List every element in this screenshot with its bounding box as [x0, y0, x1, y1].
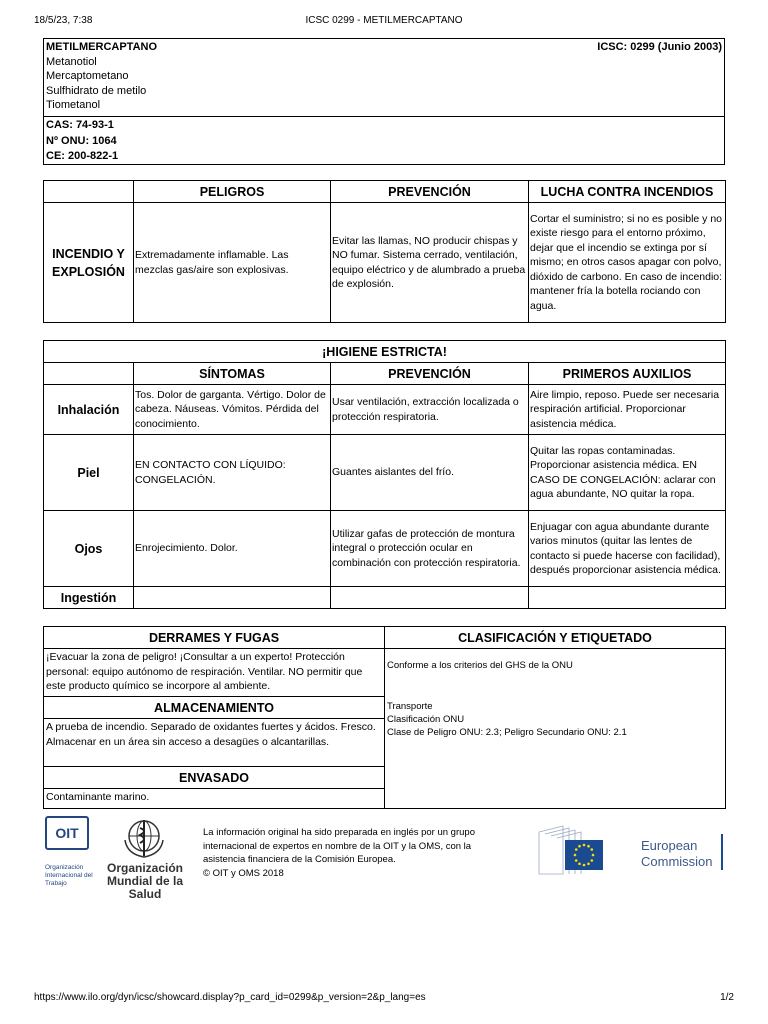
identity-block	[43, 38, 725, 165]
col-symptoms: SÍNTOMAS	[134, 363, 331, 385]
synonym: Metanotiol	[46, 55, 97, 68]
ec-wordmark	[641, 838, 713, 870]
col-spills: DERRAMES Y FUGAS	[44, 627, 385, 649]
first-aid-cell: Aire limpio, reposo. Puede ser necesaria respiración artificial. Proporcionar asistencia médica.	[529, 385, 726, 435]
table-row	[44, 435, 726, 511]
names-section	[44, 39, 724, 116]
page-number: 1/2	[720, 992, 734, 1003]
first-aid-cell	[529, 587, 726, 609]
health-banner-row	[44, 341, 726, 363]
empty-corner	[44, 363, 134, 385]
synonym: Sulfhidrato de metilo	[46, 84, 147, 97]
row-label-eyes: Ojos	[44, 511, 134, 587]
hygiene-banner: ¡HIGIENE ESTRICTA!	[44, 341, 726, 363]
col-prevention: PREVENCIÓN	[331, 181, 529, 203]
transport-label: Transporte	[387, 701, 433, 712]
row-label-skin: Piel	[44, 435, 134, 511]
table-row	[44, 649, 726, 697]
print-date: 18/5/23, 7:38	[34, 15, 93, 26]
packaging-heading: ENVASADO	[44, 767, 385, 789]
ec-line: Commission	[641, 854, 713, 869]
symptoms-cell: EN CONTACTO CON LÍQUIDO: CONGELACIÓN.	[134, 435, 331, 511]
copyright-line: © OIT y OMS 2018	[203, 867, 284, 879]
synonym: Tiometanol	[46, 99, 101, 111]
ec-line: European	[641, 838, 698, 853]
spill-table	[43, 626, 726, 809]
first-aid-cell: Quitar las ropas contaminadas. Proporcionar asistencia médica. EN CASO DE CONGELACIÓN: aclarar con agua abundante, NO quitar la ropa.	[529, 435, 726, 511]
symptoms-cell: Enrojecimiento. Dolor.	[134, 511, 331, 587]
empty-corner	[44, 181, 134, 203]
prevention-cell: Utilizar gafas de protección de montura integral o protección ocular en combinación con protección respiratoria.	[331, 511, 529, 587]
un-class-label: Clasificación ONU	[387, 714, 465, 725]
health-header-row	[44, 363, 726, 385]
row-label-inhalation: Inhalación	[44, 385, 134, 435]
col-first-aid: PRIMEROS AUXILIOS	[529, 363, 726, 385]
ilo-org-name: Organización Internacional del Trabajo	[45, 864, 93, 887]
packaging-text: Contaminante marino.	[44, 789, 385, 809]
who-org-line: Mundial de la Salud	[106, 874, 183, 901]
row-label-ingestion: Ingestión	[44, 587, 134, 609]
col-classification: CLASIFICACIÓN Y ETIQUETADO	[385, 627, 726, 649]
first-aid-cell: Enjuagar con agua abundante durante varios minutos (quitar las lentes de contacto si puede hacerse con facilidad), después proporcionar asistencia médica.	[529, 511, 726, 587]
who-org-line: Organización	[106, 861, 183, 875]
ec-divider	[721, 834, 723, 870]
print-title: ICSC 0299 - METILMERCAPTANO	[305, 15, 463, 26]
un-number: Nº ONU: 1064	[46, 134, 117, 147]
spills-text: ¡Evacuar la zona de peligro! ¡Consultar a un experto! Protección personal: equipo autónomo de respiración. Ventilar. NO permitir que este producto químico se incorpore al ambiente.	[44, 649, 385, 697]
table-row	[44, 587, 726, 609]
symptoms-cell: Tos. Dolor de garganta. Vértigo. Dolor de cabeza. Náuseas. Vómitos. Pérdida del conocimiento.	[134, 385, 331, 435]
who-org-name	[92, 862, 198, 901]
codes-section	[44, 116, 724, 164]
classification-cell	[385, 649, 726, 809]
prevention-cell	[331, 587, 529, 609]
print-footer	[34, 991, 734, 1005]
ilo-logo-icon: OIT	[45, 816, 89, 850]
ec-number: CE: 200-822-1	[46, 150, 119, 162]
table-row	[44, 385, 726, 435]
print-header	[34, 14, 734, 28]
col-hazards: PELIGROS	[134, 181, 331, 203]
cas-number: CAS: 74-93-1	[46, 119, 114, 131]
table-row	[44, 511, 726, 587]
prevention-cell: Guantes aislantes del frío.	[331, 435, 529, 511]
ghs-text: Conforme a los criterios del GHS de la ONU	[387, 660, 573, 671]
chemical-name: METILMERCAPTANO	[46, 41, 158, 53]
col-prevention: PREVENCIÓN	[331, 363, 529, 385]
fire-hazards: Extremadamente inflamable. Las mezclas gas/aire son explosivas.	[134, 203, 331, 323]
fire-header-row	[44, 181, 726, 203]
eu-flag-icon	[533, 822, 625, 878]
table-row	[44, 203, 726, 323]
un-class-text: Clase de Peligro ONU: 2.3; Peligro Secundario ONU: 2.1	[387, 727, 627, 738]
credit-text	[203, 826, 513, 880]
row-label-fire: INCENDIO Y EXPLOSIÓN	[44, 203, 134, 323]
storage-heading: ALMACENAMIENTO	[44, 697, 385, 719]
icsc-number: ICSC: 0299 (Junio 2003)	[597, 41, 722, 53]
synonym: Mercaptometano	[46, 70, 129, 82]
fire-prevention: Evitar las llamas, NO producir chispas y NO fumar. Sistema cerrado, ventilación, equipo eléctrico y de alumbrado a prueba de explosión.	[331, 203, 529, 323]
footer-logos	[43, 812, 725, 901]
source-url[interactable]: https://www.ilo.org/dyn/icsc/showcard.display?p_card_id=0299&p_version=2&p_lang=es	[34, 992, 426, 1003]
health-table	[43, 340, 726, 609]
prevention-cell: Usar ventilación, extracción localizada o protección respiratoria.	[331, 385, 529, 435]
col-firefighting: LUCHA CONTRA INCENDIOS	[529, 181, 726, 203]
symptoms-cell	[134, 587, 331, 609]
who-emblem-icon	[121, 816, 167, 860]
storage-text: A prueba de incendio. Separado de oxidantes fuertes y ácidos. Fresco. Almacenar en un área sin acceso a desagües o alcantarillas.	[44, 719, 385, 767]
spill-header-row	[44, 627, 726, 649]
credit-line: La información original ha sido preparada en inglés por un grupo internacional de expertos en nombre de la OIT y la OMS, con la asistencia financiera de la Comisión Europea.	[203, 827, 475, 865]
fire-table	[43, 180, 726, 323]
fire-firefighting: Cortar el suministro; si no es posible y no existe riesgo para el entorno próximo, dejar que el incendio se extinga por sí mismo; en otros casos apagar con polvo, dióxido de carbono. En caso de incendio: mantener fría la botella rociando con agua.	[529, 203, 726, 323]
